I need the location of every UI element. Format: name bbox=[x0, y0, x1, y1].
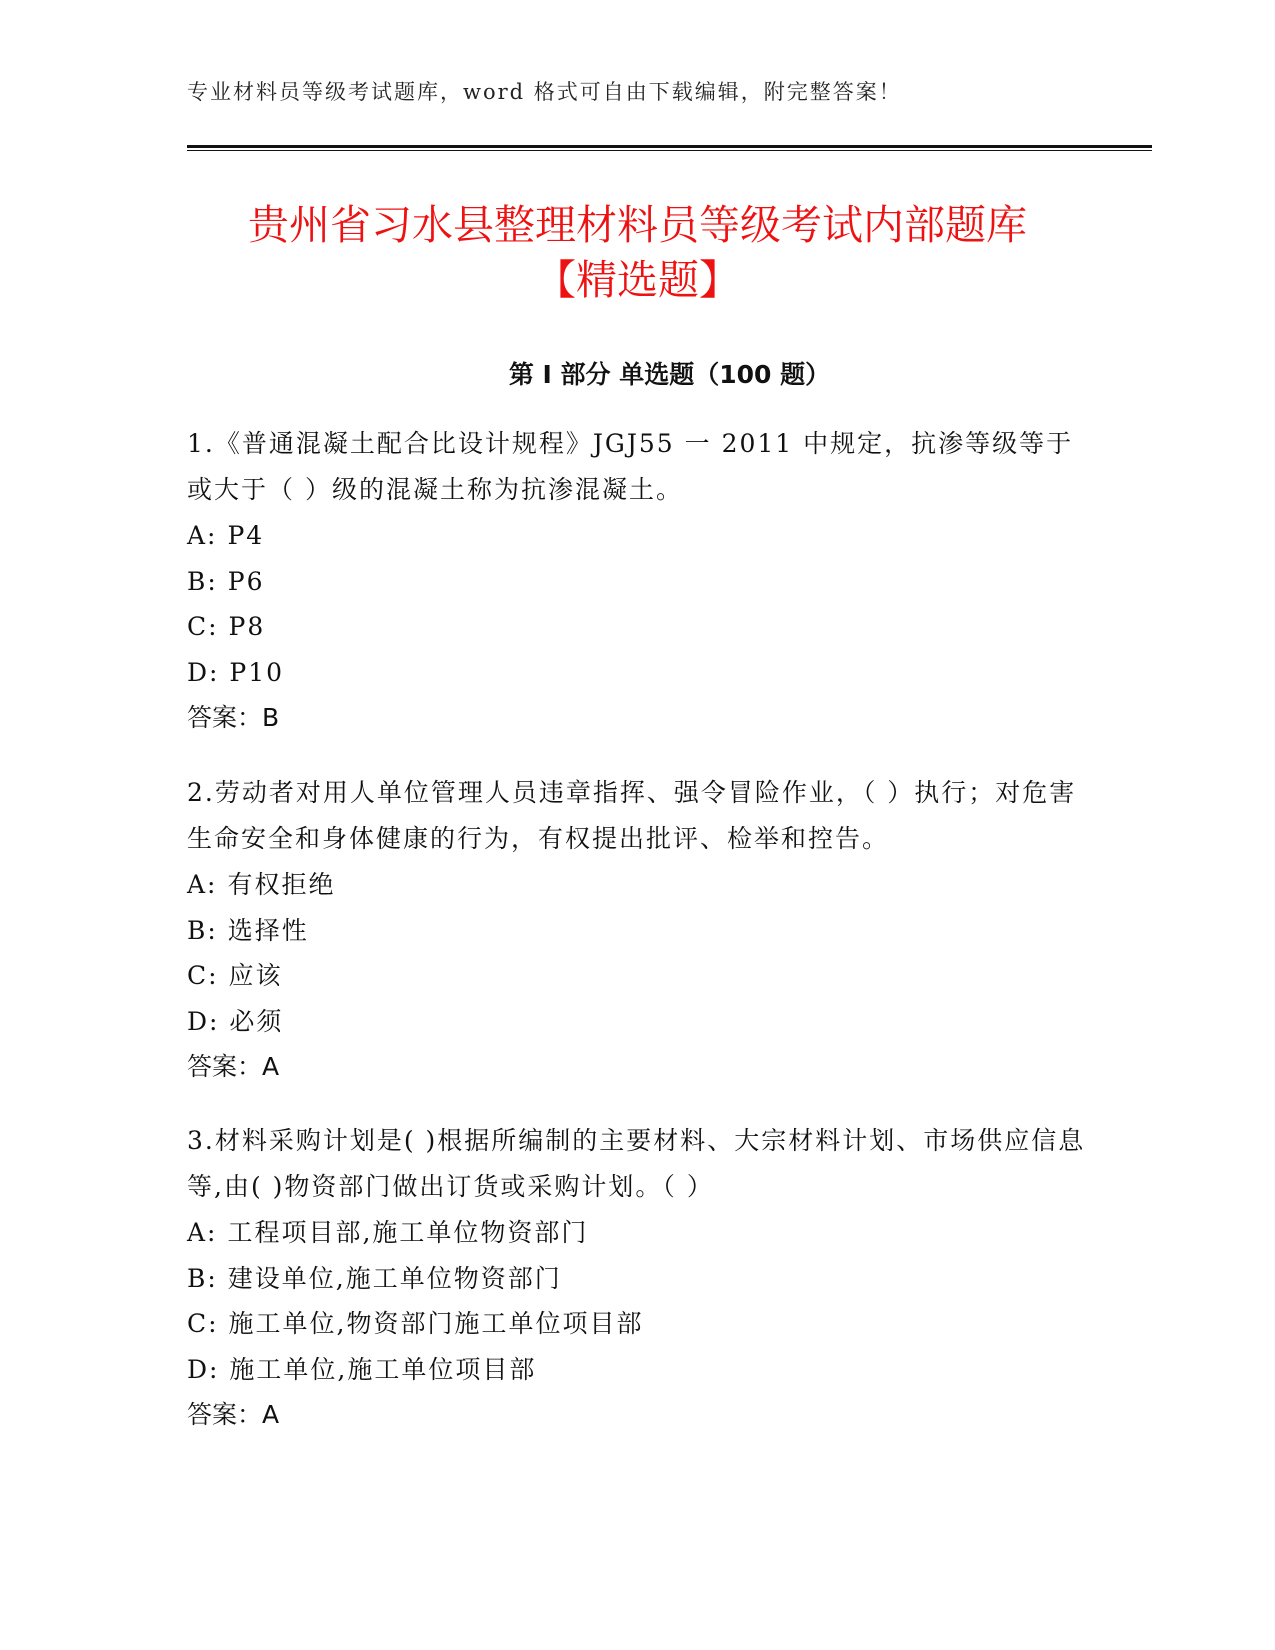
document-title-line2: 【精选题】 bbox=[535, 256, 740, 304]
answer-line: 答案：A bbox=[187, 1052, 280, 1081]
option-letter: C: bbox=[187, 961, 219, 990]
option-text: 应该 bbox=[228, 961, 283, 990]
question-stem: 2.劳动者对用人单位管理人员违章指挥、强令冒险作业，（ ）执行；对危害生命安全和身体健康的行为，有权提出批评、检举和控告。 bbox=[187, 778, 1077, 853]
document-title bbox=[137, 198, 1138, 308]
document-title-line1: 贵州省习水县整理材料员等级考试内部题库 bbox=[248, 201, 1027, 249]
question-3 bbox=[187, 1118, 1087, 1437]
option-a bbox=[187, 513, 1087, 559]
option-text: P10 bbox=[229, 657, 285, 687]
answer-line: 答案：B bbox=[187, 703, 280, 732]
option-a bbox=[187, 862, 1087, 908]
option-text: P6 bbox=[227, 566, 265, 596]
option-d bbox=[187, 650, 1087, 696]
question-stem: 3.材料采购计划是( )根据所编制的主要材料、大宗材料计划、市场供应信息等,由( )物资部门做出订货或采购计划。（ ） bbox=[187, 1126, 1086, 1201]
option-text: P8 bbox=[228, 612, 266, 641]
option-text: 有权拒绝 bbox=[227, 870, 336, 899]
option-letter: C: bbox=[187, 1309, 219, 1338]
option-c bbox=[187, 1301, 1087, 1347]
option-b bbox=[187, 908, 1087, 954]
option-text: 必须 bbox=[229, 1006, 284, 1036]
option-letter: C: bbox=[187, 612, 219, 641]
option-c bbox=[187, 604, 1087, 650]
option-letter: B: bbox=[187, 566, 218, 596]
header-divider bbox=[187, 145, 1152, 151]
option-text: 工程项目部,施工单位物资部门 bbox=[227, 1218, 589, 1247]
option-letter: D: bbox=[187, 1006, 220, 1036]
option-letter: B: bbox=[187, 915, 218, 945]
option-d bbox=[187, 1347, 1087, 1393]
question-stem: 1.《普通混凝土配合比设计规程》JGJ55 一 2011 中规定，抗渗等级等于或大于（ ）级的混凝土称为抗渗混凝土。 bbox=[187, 429, 1074, 504]
option-letter: D: bbox=[187, 1354, 220, 1384]
option-b bbox=[187, 559, 1087, 605]
option-text: 建设单位,施工单位物资部门 bbox=[227, 1263, 562, 1293]
option-text: 施工单位,物资部门施工单位项目部 bbox=[228, 1309, 644, 1338]
option-letter: A: bbox=[187, 521, 218, 550]
option-d bbox=[187, 999, 1087, 1045]
option-text: P4 bbox=[227, 521, 265, 550]
option-letter: A: bbox=[187, 870, 218, 899]
question-1 bbox=[187, 421, 1087, 740]
option-text: 选择性 bbox=[227, 915, 309, 945]
option-letter: B: bbox=[187, 1263, 218, 1293]
page-header-tagline: 专业材料员等级考试题库，word 格式可自由下载编辑，附完整答案！ bbox=[187, 80, 902, 104]
option-letter: A: bbox=[187, 1218, 218, 1247]
section-title: 第 I 部分 单选题（100 题） bbox=[508, 360, 831, 389]
option-b bbox=[187, 1256, 1087, 1302]
option-letter: D: bbox=[187, 657, 220, 687]
answer-line: 答案：A bbox=[187, 1400, 280, 1429]
question-2 bbox=[187, 770, 1087, 1089]
option-a bbox=[187, 1210, 1087, 1256]
option-c bbox=[187, 953, 1087, 999]
option-text: 施工单位,施工单位项目部 bbox=[229, 1354, 537, 1384]
